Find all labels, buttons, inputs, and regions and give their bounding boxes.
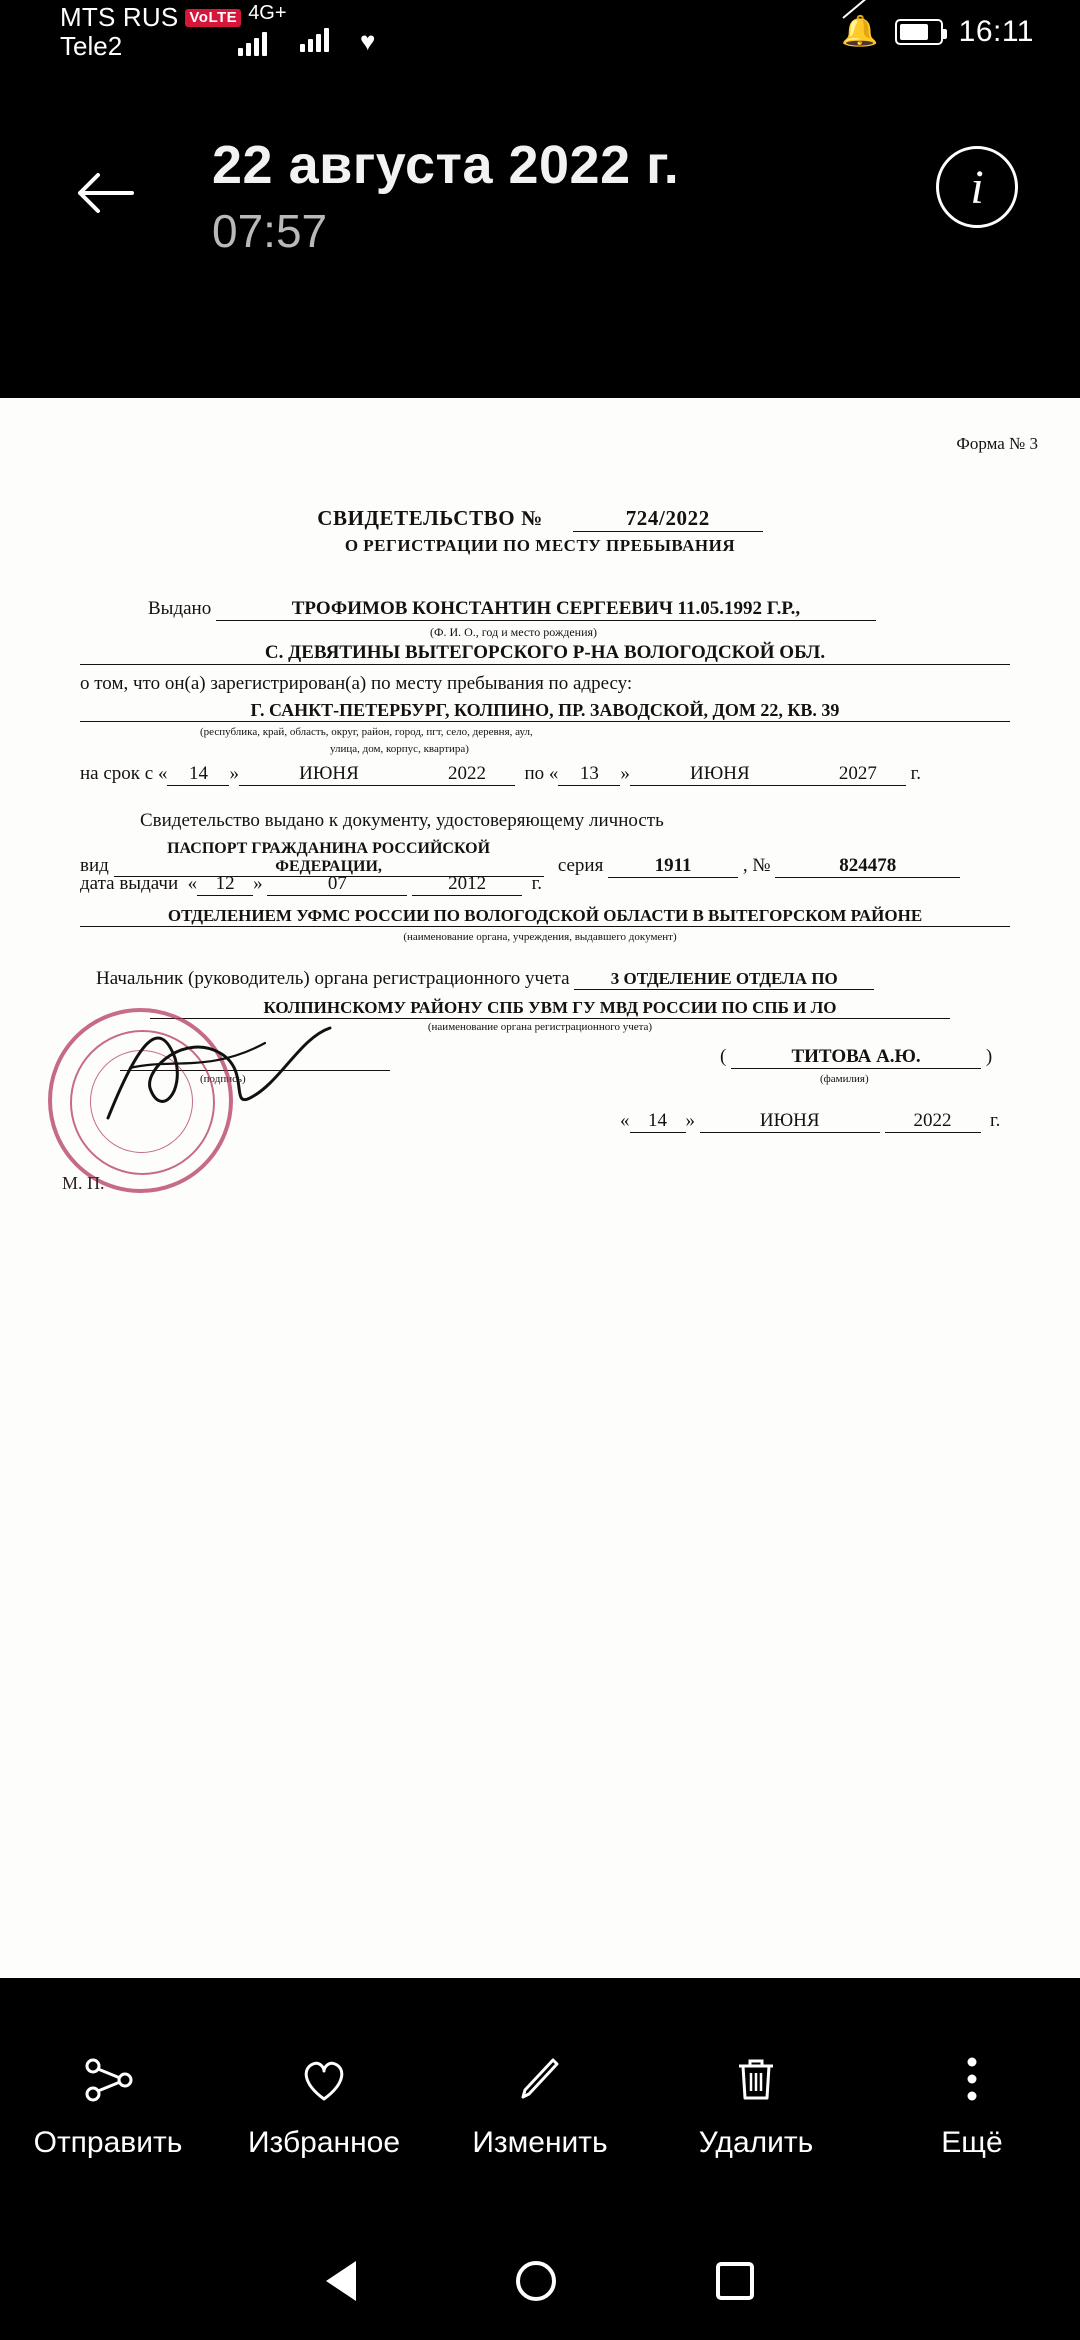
address-caption-2: улица, дом, корпус, квартира) — [330, 743, 469, 755]
carrier-name-2: Tele2 — [60, 31, 123, 62]
signature-caption: (подпись) — [200, 1073, 246, 1085]
bell-muted-icon: 🔔 — [841, 14, 878, 49]
issue-day: 12 — [197, 873, 253, 896]
term-to-year: 2027 — [810, 763, 906, 786]
term-to-month: ИЮНЯ — [630, 763, 810, 786]
header-title-block — [212, 134, 679, 258]
action-list — [0, 2048, 1080, 2160]
identity-doc-row: вид ПАСПОРТ ГРАЖДАНИНА РОССИЙСКОЙ ФЕДЕРАЦИИ, серия 1911 , № 824478 — [80, 840, 960, 878]
favorite-button[interactable] — [224, 2048, 424, 2160]
issued-caption: (Ф. И. О., год и место рождения) — [430, 625, 598, 639]
identity-doc-line: Свидетельство выдано к документу, удостоверяющему личность — [140, 810, 664, 831]
doc-kind-label: вид — [80, 855, 109, 876]
more-vertical-icon — [943, 2048, 1001, 2110]
clock-label: 16:11 — [958, 14, 1034, 48]
term-prefix: на срок с — [80, 763, 154, 784]
nav-home-icon[interactable] — [516, 2261, 556, 2301]
series-label: серия — [557, 855, 604, 876]
document-photo[interactable] — [0, 398, 1080, 1978]
final-date-row: « 14 » ИЮНЯ 2022 г. — [620, 1110, 1001, 1131]
carrier-name-1: MTS RUS — [60, 2, 179, 32]
term-to-day: 13 — [558, 763, 620, 786]
status-bar — [0, 0, 1080, 78]
chief-org-part1: 3 ОТДЕЛЕНИЕ ОТДЕЛА ПО — [574, 969, 874, 990]
number-value: 824478 — [775, 855, 960, 878]
volte-badge: VoLTE — [185, 9, 241, 27]
surname-close-paren: ) — [985, 1046, 993, 1067]
photo-date: 22 августа 2022 г. — [212, 135, 680, 195]
share-button[interactable] — [8, 2048, 208, 2160]
signal-bars-icon — [238, 30, 267, 56]
certificate-number: 724/2022 — [573, 506, 763, 532]
issue-month: 07 — [267, 873, 407, 896]
more-button[interactable] — [872, 2048, 1072, 2160]
chief-label: Начальник (руководитель) органа регистрационного учета — [96, 968, 570, 989]
mp-label: М. П. — [62, 1173, 105, 1193]
more-label: Ещё — [941, 2126, 1003, 2159]
term-middle: по — [524, 763, 545, 784]
signal-bars-icon — [300, 26, 329, 52]
trash-icon — [727, 2048, 785, 2110]
address-caption-1: (республика, край, область, округ, район, город, пгт, село, деревня, аул, — [200, 726, 533, 738]
certificate-title: СВИДЕТЕЛЬСТВО № — [317, 506, 543, 530]
final-day: 14 — [630, 1110, 686, 1133]
issue-year: 2012 — [412, 873, 522, 896]
form-number: Форма № 3 — [956, 434, 1038, 453]
bottom-action-bar — [0, 1978, 1080, 2340]
term-from-month: ИЮНЯ — [239, 763, 419, 786]
pencil-icon — [511, 2048, 569, 2110]
certificate-heading — [0, 506, 1080, 556]
surname-open-paren: ( — [720, 1046, 727, 1067]
doc-kind-value: ПАСПОРТ ГРАЖДАНИНА РОССИЙСКОЙ ФЕДЕРАЦИИ, — [114, 840, 544, 877]
favorite-label: Избранное — [247, 2126, 401, 2159]
final-suffix: г. — [990, 1110, 1001, 1131]
nav-back-icon[interactable] — [326, 2261, 356, 2301]
issued-row — [148, 598, 876, 621]
final-year: 2022 — [885, 1110, 981, 1133]
chief-org-part2: КОЛПИНСКОМУ РАЙОНУ СПБ УВМ ГУ МВД РОССИИ ПО СПБ И ЛО — [150, 998, 950, 1019]
birth-place-value: С. ДЕВЯТИНЫ ВЫТЕГОРСКОГО Р-НА ВОЛОГОДСКОЙ ОБЛ. — [80, 642, 1010, 665]
edit-button[interactable] — [440, 2048, 640, 2160]
arrow-left-icon — [70, 158, 140, 228]
certificate-subtitle: О РЕГИСТРАЦИИ ПО МЕСТУ ПРЕБЫВАНИЯ — [344, 536, 736, 555]
network-type-label: 4G+ — [248, 2, 287, 25]
system-navigation-bar — [0, 2246, 1080, 2316]
issue-year-suffix: г. — [531, 873, 543, 894]
surname-value: ТИТОВА А.Ю. — [731, 1046, 981, 1069]
series-value: 1911 — [608, 855, 738, 878]
registration-about-line: о том, что он(а) зарегистрирован(а) по месту пребывания по адресу: — [80, 673, 633, 694]
heart-icon: ♥ — [360, 26, 376, 56]
issuing-authority-caption: (наименование органа, учреждения, выдавшего документ) — [403, 931, 677, 943]
surname-row — [720, 1046, 992, 1069]
info-icon: i — [970, 160, 984, 214]
delete-label: Удалить — [698, 2126, 814, 2159]
issued-label: Выдано — [148, 598, 212, 619]
photo-time: 07:57 — [212, 205, 328, 257]
status-carrier-row — [60, 4, 287, 31]
share-label: Отправить — [33, 2126, 183, 2159]
back-button[interactable] — [70, 158, 140, 228]
term-from-year: 2022 — [419, 763, 515, 786]
battery-icon — [895, 19, 943, 45]
viewer-header — [0, 78, 1080, 398]
chief-org-caption: (наименование органа регистрационного учета) — [427, 1021, 653, 1033]
delete-button[interactable] — [656, 2048, 856, 2160]
address-value: Г. САНКТ-ПЕТЕРБУРГ, КОЛПИНО, ПР. ЗАВОДСКОЙ, ДОМ 22, КВ. 39 — [80, 700, 1010, 722]
chief-row — [96, 968, 874, 990]
status-right-group — [841, 14, 1034, 49]
term-from-day: 14 — [167, 763, 229, 786]
official-stamp — [48, 1008, 233, 1193]
term-suffix: г. — [910, 763, 922, 784]
edit-label: Изменить — [472, 2126, 608, 2159]
info-button[interactable] — [936, 146, 1018, 228]
issue-date-label: дата выдачи — [80, 873, 179, 894]
issuing-authority-value: ОТДЕЛЕНИЕМ УФМС РОССИИ ПО ВОЛОГОДСКОЙ ОБЛАСТИ В ВЫТЕГОРСКОМ РАЙОНЕ — [80, 906, 1010, 927]
final-month: ИЮНЯ — [700, 1110, 880, 1133]
heart-outline-icon — [295, 2048, 353, 2110]
term-row: на срок с « 14 » ИЮНЯ 2022 по « 13 » ИЮНЯ 2027 г. — [80, 763, 922, 784]
nav-recents-icon[interactable] — [716, 2262, 754, 2300]
number-label: № — [752, 855, 771, 876]
surname-caption: (фамилия) — [820, 1073, 869, 1085]
share-icon — [79, 2048, 137, 2110]
issue-date-row: дата выдачи « 12 » 07 2012 г. — [80, 873, 543, 894]
issued-to-value: ТРОФИМОВ КОНСТАНТИН СЕРГЕЕВИЧ 11.05.1992 Г.Р., — [216, 598, 876, 621]
